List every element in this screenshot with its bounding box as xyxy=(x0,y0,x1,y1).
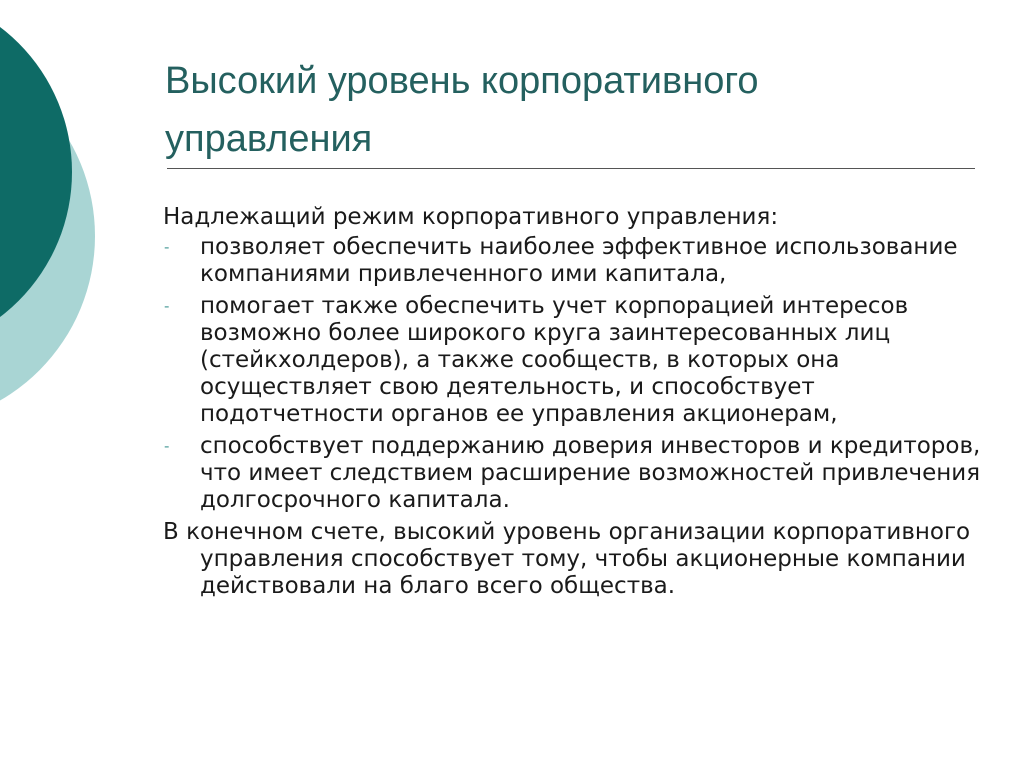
bullet-dash: - xyxy=(164,238,170,256)
slide-title: Высокий уровень корпоративного управления xyxy=(165,60,759,160)
bullet-dash: - xyxy=(164,437,170,455)
decorative-circles xyxy=(0,0,140,420)
bullet-text: помогает также обеспечить учет корпорацией интересов возможно более широкого круга заинтересованных лиц (стейкхолдеров), а также сообществ, в которых она осуществляет свою деятельность, и способствует подотчетности органов ее управления акционерам, xyxy=(200,293,909,427)
bullet-dash: - xyxy=(164,297,170,315)
bullet-text: позволяет обеспечить наиболее эффективное использование компаниями привлеченного ими капитала, xyxy=(200,234,958,287)
title-divider xyxy=(167,168,975,169)
bullet-text: способствует поддержанию доверия инвесторов и кредиторов, что имеет следствием расширение возможностей привлечения долгосрочного капитала. xyxy=(200,433,981,513)
list-item xyxy=(163,234,993,288)
conclusion-text: В конечном счете, высокий уровень организации корпоративного управления способствует тому, чтобы акционерные компании действовали на благо всего общества. xyxy=(163,519,971,599)
bullet-list xyxy=(163,234,993,514)
list-item xyxy=(163,433,993,514)
slide-body xyxy=(163,204,993,600)
intro-text: Надлежащий режим корпоративного управления: xyxy=(163,204,779,230)
list-item xyxy=(163,293,993,428)
